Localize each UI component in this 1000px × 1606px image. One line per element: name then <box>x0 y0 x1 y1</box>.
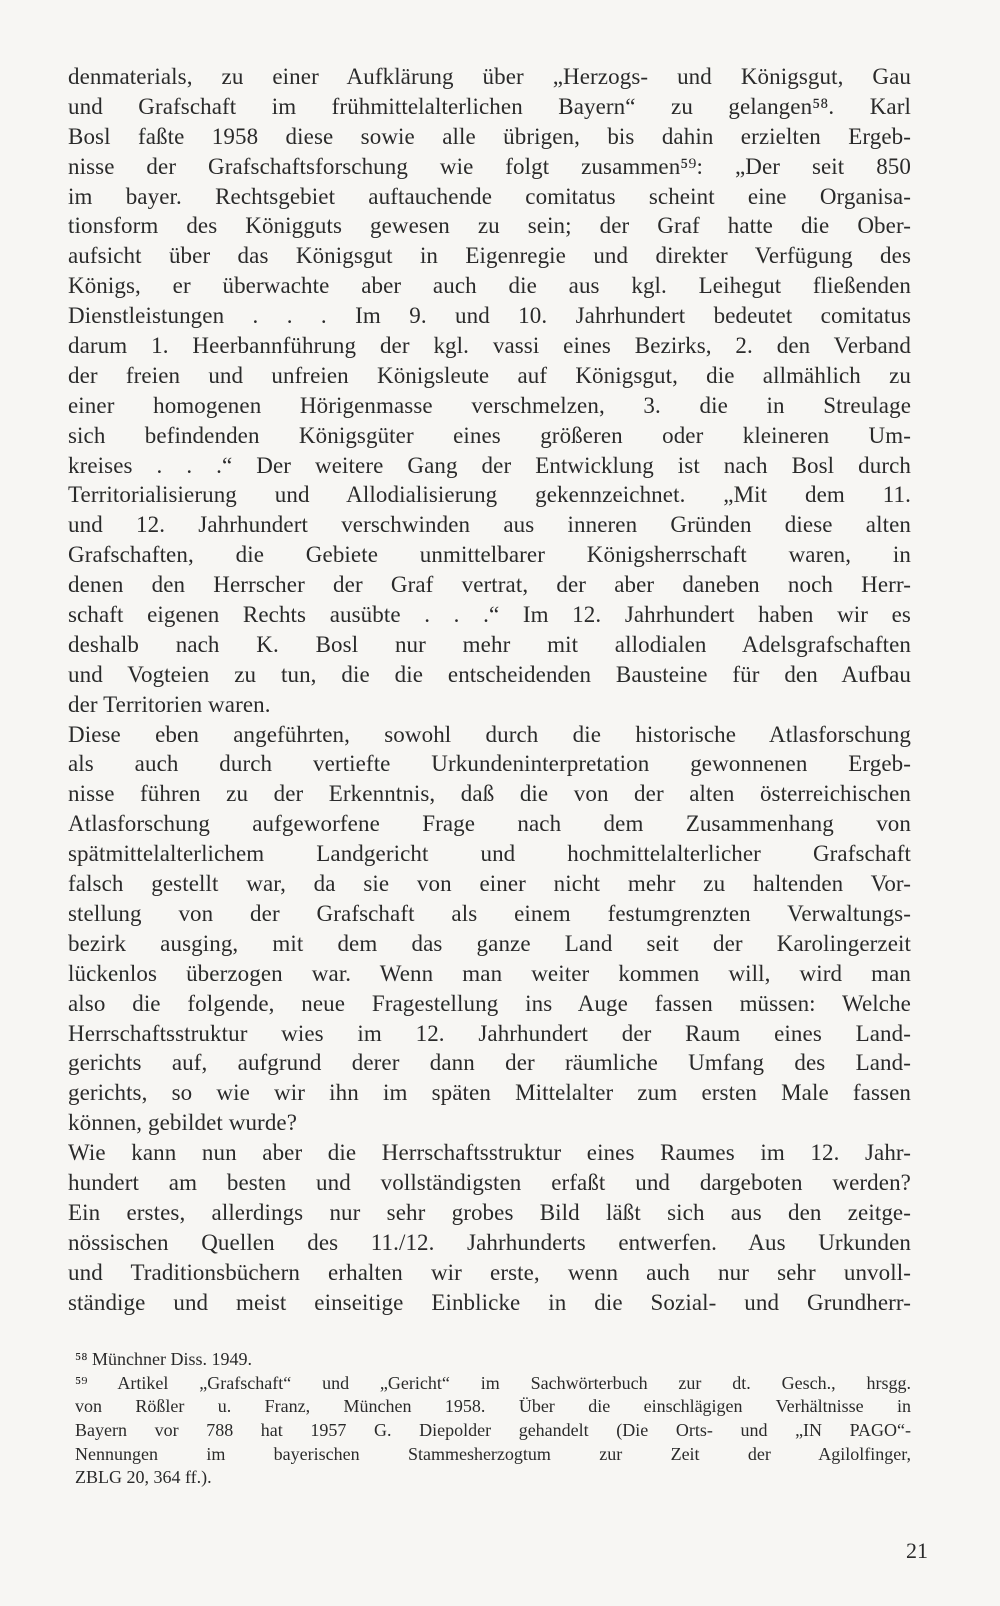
text-line: als auch durch vertiefte Urkundeninterpretation gewonnenen Ergeb- <box>68 751 911 777</box>
text-line: und 12. Jahrhundert verschwinden aus inneren Gründen diese alten <box>68 512 911 538</box>
text-line: und Vogteien zu tun, die die entscheidenden Bausteine für den Aufbau <box>68 661 911 687</box>
text-line: Königs, er überwachte aber auch die aus kgl. Leihegut fließenden <box>68 273 911 299</box>
text-line: und Traditionsbüchern erhalten wir erste, wenn auch nur sehr unvoll- <box>68 1259 911 1285</box>
text-line: stellung von der Grafschaft als einem festumgrenzten Verwaltungs- <box>68 900 911 926</box>
footnote-line: Nennungen im bayerischen Stammesherzogtum zur Zeit der Agilolfinger, <box>75 1443 911 1464</box>
text-line: Territorialisierung und Allodialisierung gekennzeichnet. „Mit dem 11. <box>68 482 911 508</box>
text-line: hundert am besten und vollständigsten erfaßt und dargeboten werden? <box>68 1169 911 1195</box>
text-line: darum 1. Heerbannführung der kgl. vassi eines Bezirks, 2. den Verband <box>68 333 911 359</box>
text-line: denmaterials, zu einer Aufklärung über „Herzogs- und Königsgut, Gau <box>68 64 911 89</box>
text-line: Wie kann nun aber die Herrschaftsstruktur eines Raumes im 12. Jahr- <box>68 1140 911 1166</box>
footnote-line: ⁵⁹ Artikel „Grafschaft“ und „Gericht“ im Sachwörterbuch zur dt. Gesch., hrsgg. <box>75 1372 911 1393</box>
text-line: Atlasforschung aufgeworfene Frage nach dem Zusammenhang von <box>68 811 911 837</box>
text-line: im bayer. Rechtsgebiet auftauchende comitatus scheint eine Organisa- <box>68 183 911 209</box>
text-line: Diese eben angeführten, sowohl durch die historische Atlasforschung <box>68 721 911 747</box>
text-line: und Grafschaft im frühmittelalterlichen Bayern“ zu gelangen⁵⁸. Karl <box>68 93 911 119</box>
footnote-line: ZBLG 20, 364 ff.). <box>75 1467 212 1488</box>
text-line: einer homogenen Hörigenmasse verschmelzen, 3. die in Streulage <box>68 392 911 418</box>
text-line: Grafschaften, die Gebiete unmittelbarer Königsherrschaft waren, in <box>68 542 911 568</box>
footnote-line: ⁵⁸ Münchner Diss. 1949. <box>75 1349 253 1369</box>
text-line: schaft eigenen Rechts ausübte . . .“ Im 12. Jahrhundert haben wir es <box>68 602 911 628</box>
text-line: Bosl faßte 1958 diese sowie alle übrigen, bis dahin erzielten Ergeb- <box>68 123 911 149</box>
text-line: also die folgende, neue Fragestellung ins Auge fassen müssen: Welche <box>68 990 911 1016</box>
text-line: bezirk ausging, mit dem das ganze Land seit der Karolingerzeit <box>68 930 911 956</box>
text-line: der freien und unfreien Königsleute auf Königsgut, die allmählich zu <box>68 362 911 388</box>
footnote-line: von Rößler u. Franz, München 1958. Über die einschlägigen Verhältnisse in <box>75 1396 911 1417</box>
text-line: nössischen Quellen des 11./12. Jahrhunderts entwerfen. Aus Urkunden <box>68 1229 911 1255</box>
page-number: 21 <box>906 1538 928 1563</box>
text-line: deshalb nach K. Bosl nur mehr mit allodialen Adelsgrafschaften <box>68 631 911 657</box>
text-line: gerichts auf, aufgrund derer dann der räumliche Umfang des Land- <box>68 1050 911 1076</box>
text-line: falsch gestellt war, da sie von einer nicht mehr zu haltenden Vor- <box>68 871 911 897</box>
text-line: können, gebildet wurde? <box>68 1110 298 1136</box>
text-line: ständige und meist einseitige Einblicke in die Sozial- und Grundherr- <box>68 1289 911 1315</box>
text-line: tionsform des Königguts gewesen zu sein; der Graf hatte die Ober- <box>68 213 911 239</box>
footnotes <box>75 1348 911 1490</box>
text-line: sich befindenden Königsgüter eines größeren oder kleineren Um- <box>68 422 911 448</box>
body-text <box>68 62 911 1317</box>
footnote-line: Bayern vor 788 hat 1957 G. Diepolder gehandelt (Die Orts- und „IN PAGO“- <box>75 1420 911 1441</box>
text-line: nisse der Grafschaftsforschung wie folgt zusammen⁵⁹: „Der seit 850 <box>68 153 911 179</box>
text-line: gerichts, so wie wir ihn im späten Mittelalter zum ersten Male fassen <box>68 1080 911 1106</box>
text-line: denen den Herrscher der Graf vertrat, der aber daneben noch Herr- <box>68 572 911 598</box>
text-line: Herrschaftsstruktur wies im 12. Jahrhundert der Raum eines Land- <box>68 1020 911 1046</box>
text-line: spätmittelalterlichem Landgericht und hochmittelalterlicher Grafschaft <box>68 841 911 867</box>
text-line: lückenlos überzogen war. Wenn man weiter kommen will, wird man <box>68 960 911 986</box>
text-line: der Territorien waren. <box>68 691 271 717</box>
text-line: aufsicht über das Königsgut in Eigenregie und direkter Verfügung des <box>68 243 911 269</box>
text-line: Dienstleistungen . . . Im 9. und 10. Jahrhundert bedeutet comitatus <box>68 303 911 329</box>
text-line: kreises . . .“ Der weitere Gang der Entwicklung ist nach Bosl durch <box>68 452 911 478</box>
text-line: nisse führen zu der Erkenntnis, daß die von der alten österreichischen <box>68 781 911 807</box>
text-line: Ein erstes, allerdings nur sehr grobes Bild läßt sich aus den zeitge- <box>68 1199 911 1225</box>
